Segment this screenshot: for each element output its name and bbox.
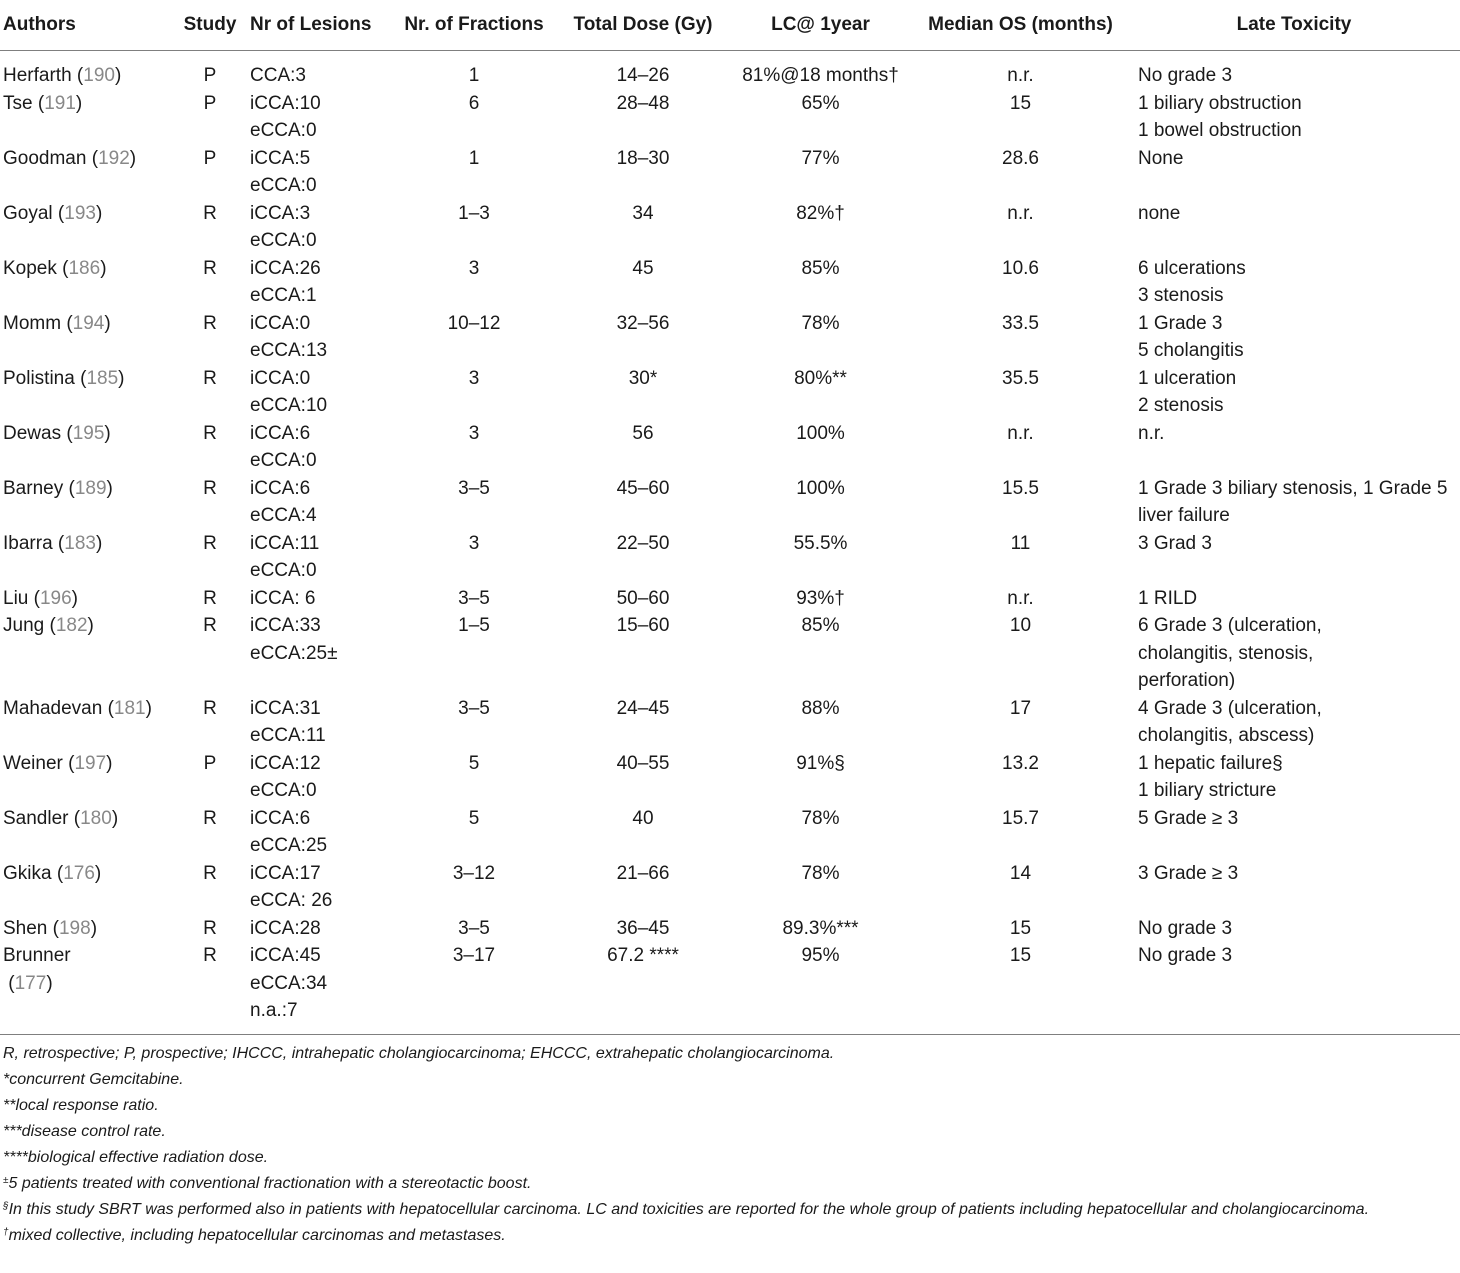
- author-name: Herfarth: [3, 65, 72, 86]
- cell-lesions: [250, 475, 390, 530]
- table-row: [0, 145, 1460, 200]
- toxicity-line: 1 hepatic failure§: [1138, 752, 1283, 774]
- cell-study: R: [203, 697, 217, 719]
- footnote-mark: ±: [3, 1175, 9, 1186]
- cell-lesions: [250, 612, 390, 695]
- table-header: [0, 0, 1460, 51]
- cell-study: P: [203, 147, 217, 169]
- cell-study: R: [203, 945, 217, 966]
- cell-lc: 91%§: [796, 752, 845, 774]
- reference-number: 198: [58, 917, 91, 939]
- lesion-line: iCCA:0: [250, 367, 311, 389]
- cell-dose: 40: [632, 807, 654, 829]
- cell-toxicity: [1128, 915, 1460, 943]
- cell-lesions: [250, 750, 390, 805]
- cell-author: Gkika (176): [3, 862, 102, 884]
- cell-lc: 95%: [801, 945, 840, 966]
- lesion-line: eCCA:4: [250, 505, 317, 526]
- cell-dose: 40–55: [616, 752, 670, 774]
- reference-number: 176: [63, 862, 95, 884]
- cell-fractions: 3–5: [458, 477, 490, 499]
- reference-number: 190: [83, 65, 115, 86]
- cell-author: Barney (189): [3, 477, 113, 499]
- cell-lc: 88%: [801, 697, 840, 719]
- cell-author: Liu (196): [3, 587, 78, 609]
- toxicity-line: 1 Grade 3: [1138, 312, 1223, 334]
- toxicity-line: 5 cholangitis: [1138, 340, 1244, 361]
- lesion-line: eCCA:25: [250, 835, 328, 856]
- cell-lc: 78%: [801, 807, 840, 829]
- cell-dose: 28–48: [616, 92, 670, 114]
- lesion-line: iCCA:31: [250, 697, 321, 719]
- footnote-text: mixed collective, including hepatocellular carcinomas and metastases.: [8, 1227, 506, 1244]
- cell-lesions: [250, 915, 390, 943]
- toxicity-line: 1 biliary obstruction: [1138, 92, 1302, 114]
- table-row: [0, 612, 1460, 695]
- cell-fractions: 3: [468, 257, 480, 279]
- cell-study: R: [203, 422, 217, 444]
- cell-lc: 85%: [801, 615, 840, 636]
- toxicity-line: 3 Grade ≥ 3: [1138, 862, 1239, 884]
- cell-dose: 30*: [628, 367, 658, 389]
- reference-number: 191: [44, 92, 76, 114]
- cell-os: 15: [1009, 945, 1032, 966]
- lesion-line: eCCA:0: [250, 230, 317, 251]
- toxicity-line: 6 ulcerations: [1138, 257, 1246, 279]
- author-name: Polistina: [3, 367, 75, 389]
- cell-dose: 45–60: [616, 477, 670, 499]
- author-name: Liu: [3, 587, 29, 609]
- cell-lesions: [250, 90, 390, 145]
- toxicity-line: No grade 3: [1138, 945, 1233, 966]
- reference-number: 183: [64, 532, 96, 554]
- table-footnotes: [3, 1041, 1460, 1249]
- cell-toxicity: [1128, 530, 1460, 585]
- reference-number: 189: [74, 477, 107, 499]
- cell-dose: 34: [632, 202, 654, 224]
- table-row: [0, 585, 1460, 613]
- cell-author: Weiner (197): [3, 752, 113, 774]
- cell-fractions: 3–12: [452, 862, 496, 884]
- author-name: Goodman: [3, 147, 87, 169]
- cell-fractions: 6: [468, 92, 480, 114]
- cell-lesions: [250, 62, 390, 90]
- author-name: Brunner: [3, 945, 71, 966]
- reference-number: 194: [72, 312, 105, 334]
- cell-study: R: [203, 257, 217, 279]
- cell-lesions: [250, 695, 390, 750]
- table-row: [0, 805, 1460, 860]
- table-row: [0, 255, 1460, 310]
- header-fractions: Nr. of Fractions: [404, 14, 544, 35]
- cell-lc: 55.5%: [793, 532, 848, 554]
- reference-number: 197: [74, 752, 107, 774]
- lesion-line: iCCA:45: [250, 945, 321, 966]
- author-name: Sandler: [3, 807, 69, 829]
- toxicity-line: 1 bowel obstruction: [1138, 120, 1302, 141]
- cell-lesions: [250, 530, 390, 585]
- toxicity-line: 4 Grade 3 (ulceration,: [1138, 697, 1322, 719]
- header-toxicity: Late Toxicity: [1236, 14, 1352, 35]
- header-authors: Authors: [3, 14, 76, 35]
- cell-toxicity: [1128, 805, 1460, 860]
- author-name: Kopek: [3, 257, 57, 279]
- cell-lc: 82%†: [796, 202, 845, 224]
- cell-lc: 78%: [801, 862, 840, 884]
- cell-lesions: [250, 860, 390, 915]
- cell-author: Dewas (195): [3, 422, 111, 444]
- header-dose: Total Dose (Gy): [573, 14, 713, 35]
- reference-number: 196: [39, 587, 72, 609]
- cell-lc: 78%: [801, 312, 840, 334]
- lesion-line: iCCA:5: [250, 147, 311, 169]
- cell-author: Momm (194): [3, 312, 111, 334]
- cell-lc: 100%: [796, 422, 845, 444]
- cell-dose: 45: [632, 257, 654, 279]
- cell-study: R: [203, 587, 217, 609]
- toxicity-line: 2 stenosis: [1138, 395, 1224, 416]
- reference-number: 181: [113, 697, 146, 719]
- footnote-mark: §: [3, 1201, 9, 1212]
- reference-number: 177: [14, 972, 47, 994]
- lesion-line: iCCA:11: [250, 532, 320, 554]
- cell-fractions: 1: [468, 65, 480, 86]
- cell-author: Goodman (192): [3, 147, 137, 169]
- author-name: Weiner: [3, 752, 63, 774]
- table-row: [0, 365, 1460, 420]
- cell-dose: 36–45: [616, 917, 670, 939]
- cell-study: P: [203, 752, 217, 774]
- cell-lc: 93%†: [796, 587, 845, 609]
- header-lesions: Nr of Lesions: [250, 14, 372, 35]
- toxicity-line: cholangitis, abscess): [1138, 725, 1315, 746]
- author-name: Dewas: [3, 422, 62, 444]
- cell-fractions: 5: [468, 807, 480, 829]
- toxicity-line: liver failure: [1138, 505, 1230, 526]
- cell-lc: 65%: [801, 92, 840, 114]
- lesion-line: eCCA:1: [250, 285, 317, 306]
- cell-study: R: [203, 202, 217, 224]
- table-row: [0, 860, 1460, 915]
- footnote-response: **local response ratio.: [3, 1097, 159, 1114]
- cell-fractions: 3–17: [452, 945, 496, 966]
- cell-toxicity: [1128, 200, 1460, 255]
- cell-dose: 22–50: [616, 532, 670, 554]
- lesion-line: eCCA:0: [250, 120, 317, 141]
- cell-os: 15.5: [1002, 477, 1039, 499]
- cell-os: n.r.: [1007, 65, 1034, 86]
- cell-lesions: [250, 255, 390, 310]
- lesion-line: eCCA:11: [250, 725, 326, 746]
- cell-fractions: 3: [468, 532, 480, 554]
- cell-author: Brunner (177): [3, 945, 71, 994]
- cell-fractions: 3: [468, 367, 480, 389]
- cell-lesions: [250, 145, 390, 200]
- cell-lc: 100%: [796, 477, 845, 499]
- table-row: [0, 200, 1460, 255]
- reference-number: 180: [80, 807, 112, 829]
- reference-number: 186: [68, 257, 101, 279]
- cell-study: R: [203, 477, 217, 499]
- lesion-line: eCCA: 26: [250, 890, 333, 911]
- author-name: Tse: [3, 92, 33, 114]
- cell-study: R: [203, 532, 217, 554]
- cell-toxicity: [1128, 750, 1460, 805]
- cell-study: R: [203, 807, 217, 829]
- toxicity-line: 1 biliary stricture: [1138, 780, 1277, 801]
- cell-fractions: 3: [468, 422, 480, 444]
- toxicity-line: 3 Grad 3: [1138, 532, 1212, 554]
- toxicity-line: No grade 3: [1138, 917, 1233, 939]
- toxicity-line: No grade 3: [1138, 65, 1233, 86]
- cell-study: R: [203, 615, 217, 636]
- cell-dose: 21–66: [616, 862, 670, 884]
- cell-lesions: [250, 420, 390, 475]
- lesion-line: iCCA:17: [250, 862, 321, 884]
- table-row: [0, 475, 1460, 530]
- cell-os: 28.6: [1002, 147, 1039, 169]
- footnote-abbreviations: R, retrospective; P, prospective; IHCCC, intrahepatic cholangiocarcinoma; EHCCC, extrahepatic cholangiocarcinoma.: [3, 1045, 835, 1062]
- lesion-line: eCCA:0: [250, 175, 317, 196]
- author-name: Momm: [3, 312, 62, 334]
- cell-study: R: [203, 917, 217, 939]
- cell-lc: 85%: [801, 257, 840, 279]
- author-name: Barney: [3, 477, 64, 499]
- lesion-line: eCCA:10: [250, 395, 328, 416]
- cell-os: n.r.: [1007, 422, 1034, 444]
- reference-number: 193: [64, 202, 96, 224]
- table-row: [0, 90, 1460, 145]
- toxicity-line: 1 Grade 3 biliary stenosis, 1 Grade 5: [1138, 477, 1448, 499]
- cell-fractions: 3–5: [458, 587, 490, 609]
- toxicity-line: 3 stenosis: [1138, 285, 1224, 306]
- lesion-line: iCCA:10: [250, 92, 321, 114]
- cell-study: P: [203, 92, 217, 114]
- lesion-line: eCCA:0: [250, 780, 317, 801]
- lesion-line: iCCA: 6: [250, 587, 316, 609]
- cell-fractions: 1–3: [458, 202, 490, 224]
- table-row: [0, 420, 1460, 475]
- toxicity-line: 6 Grade 3 (ulceration,: [1138, 615, 1322, 636]
- cell-author: Sandler (180): [3, 807, 119, 829]
- cell-fractions: 10–12: [447, 312, 501, 334]
- table-row: [0, 530, 1460, 585]
- cell-fractions: 3–5: [458, 697, 490, 719]
- header-os: Median OS (months): [928, 14, 1113, 35]
- cell-lesions: [250, 310, 390, 365]
- lesion-line: eCCA:0: [250, 450, 317, 471]
- cell-toxicity: [1128, 475, 1460, 530]
- cell-study: R: [203, 862, 217, 884]
- lesion-line: iCCA:3: [250, 202, 311, 224]
- reference-number: 192: [98, 147, 130, 169]
- table-row: [0, 695, 1460, 750]
- author-name: Shen: [3, 917, 48, 939]
- cell-lc: 80%**: [794, 367, 847, 389]
- cell-os: n.r.: [1007, 587, 1034, 609]
- header-lc: LC@ 1year: [771, 14, 870, 35]
- cell-toxicity: [1128, 365, 1460, 420]
- cell-os: 15: [1009, 92, 1032, 114]
- toxicity-line: 5 Grade ≥ 3: [1138, 807, 1239, 829]
- author-name: Jung: [3, 615, 45, 636]
- cell-lesions: [250, 942, 390, 1025]
- cell-fractions: 1–5: [458, 615, 490, 636]
- cell-os: 10: [1009, 615, 1032, 636]
- footnote-mark: †: [3, 1227, 9, 1238]
- cell-lc: 81%@18 months†: [742, 65, 899, 86]
- cell-dose: 15–60: [616, 615, 670, 636]
- lesion-line: n.a.:7: [250, 1000, 298, 1021]
- author-name: Gkika: [3, 862, 52, 884]
- cell-author: Kopek (186): [3, 257, 107, 279]
- footnote-text: 5 patients treated with conventional fractionation with a stereotactic boost.: [8, 1175, 532, 1192]
- cell-dose: 67.2 ****: [607, 945, 679, 966]
- cell-toxicity: [1128, 942, 1460, 1025]
- footnote-mixed: [3, 1223, 1460, 1249]
- cell-toxicity: [1128, 145, 1460, 200]
- toxicity-line: perforation): [1138, 670, 1236, 691]
- cell-lesions: [250, 200, 390, 255]
- cell-author: Mahadevan (181): [3, 697, 152, 719]
- table-row: [0, 51, 1460, 90]
- lesion-line: CCA:3: [250, 65, 306, 86]
- cell-os: 35.5: [1002, 367, 1039, 389]
- cell-os: n.r.: [1007, 202, 1034, 224]
- lesion-line: iCCA:28: [250, 917, 321, 939]
- toxicity-line: 1 RILD: [1138, 587, 1198, 609]
- lesion-line: eCCA:13: [250, 340, 328, 361]
- footnote-bed: ****biological effective radiation dose.: [3, 1149, 269, 1166]
- lesion-line: eCCA:0: [250, 560, 317, 581]
- table-bottom-rule: [0, 1034, 1460, 1035]
- cell-toxicity: [1128, 310, 1460, 365]
- lesion-line: iCCA:0: [250, 312, 311, 334]
- toxicity-line: cholangitis, stenosis,: [1138, 642, 1314, 664]
- cell-author: Tse (191): [3, 92, 83, 114]
- reference-number: 195: [72, 422, 105, 444]
- lesion-line: eCCA:25±: [250, 642, 338, 664]
- table-row: [0, 942, 1460, 1025]
- author-name: Goyal: [3, 202, 53, 224]
- table-row: [0, 310, 1460, 365]
- cell-study: R: [203, 312, 217, 334]
- author-name: Mahadevan: [3, 697, 103, 719]
- cell-author: Shen (198): [3, 917, 98, 939]
- cell-author: Ibarra (183): [3, 532, 103, 554]
- cell-os: 15: [1009, 917, 1032, 939]
- cell-toxicity: [1128, 420, 1460, 475]
- cell-dose: 14–26: [616, 65, 670, 86]
- footnote-text: In this study SBRT was performed also in patients with hepatocellular carcinoma. LC and toxicities are reported for the whole group of patients including hepatocellular and cholangiocarcinoma.: [8, 1201, 1370, 1218]
- lesion-line: eCCA:34: [250, 972, 328, 994]
- cell-dose: 50–60: [616, 587, 670, 609]
- table-row: [0, 915, 1460, 943]
- table-row: [0, 750, 1460, 805]
- cell-toxicity: [1128, 612, 1460, 695]
- footnote-hcc: [3, 1197, 1460, 1223]
- toxicity-line: None: [1138, 147, 1184, 169]
- cell-author: Herfarth (190): [3, 65, 122, 86]
- cell-lesions: [250, 365, 390, 420]
- footnote-disease-control: ***disease control rate.: [3, 1123, 166, 1140]
- lesion-line: iCCA:12: [250, 752, 321, 774]
- cell-lc: 77%: [801, 147, 840, 169]
- cell-toxicity: [1128, 585, 1460, 613]
- cell-author: Polistina (185): [3, 367, 125, 389]
- cell-os: 15.7: [1002, 807, 1039, 829]
- cell-lesions: [250, 585, 390, 613]
- cell-fractions: 1: [468, 147, 480, 169]
- cell-os: 10.6: [1002, 257, 1039, 279]
- cell-os: 33.5: [1002, 312, 1039, 334]
- cell-toxicity: [1128, 255, 1460, 310]
- cell-toxicity: [1128, 90, 1460, 145]
- author-name: Ibarra: [3, 532, 53, 554]
- cell-fractions: 3–5: [458, 917, 490, 939]
- footnote-boost: [3, 1171, 1460, 1197]
- cell-author: Goyal (193): [3, 202, 103, 224]
- toxicity-line: n.r.: [1138, 422, 1165, 444]
- toxicity-line: 1 ulceration: [1138, 367, 1237, 389]
- cell-os: 13.2: [1002, 752, 1039, 774]
- cell-os: 14: [1009, 862, 1032, 884]
- cell-os: 11: [1010, 532, 1031, 554]
- lesion-line: iCCA:6: [250, 422, 311, 444]
- cell-dose: 56: [632, 422, 654, 444]
- header-study: Study: [183, 14, 237, 35]
- cell-lc: 89.3%***: [782, 917, 859, 939]
- cell-dose: 24–45: [616, 697, 670, 719]
- cell-dose: 32–56: [616, 312, 670, 334]
- cell-lesions: [250, 805, 390, 860]
- cell-os: 17: [1009, 697, 1032, 719]
- lesion-line: iCCA:33: [250, 615, 321, 636]
- cell-study: P: [203, 65, 217, 86]
- cell-dose: 18–30: [616, 147, 670, 169]
- reference-number: 182: [55, 615, 88, 636]
- cell-toxicity: [1128, 62, 1460, 90]
- cell-fractions: 5: [468, 752, 480, 774]
- cell-study: R: [203, 367, 217, 389]
- lesion-line: iCCA:26: [250, 257, 321, 279]
- footnote-concurrent: *concurrent Gemcitabine.: [3, 1071, 184, 1088]
- reference-number: 185: [86, 367, 119, 389]
- toxicity-line: none: [1138, 202, 1181, 224]
- cell-toxicity: [1128, 695, 1460, 750]
- cell-author: Jung (182): [3, 615, 94, 636]
- table-body: [0, 51, 1460, 1025]
- lesion-line: iCCA:6: [250, 807, 311, 829]
- cell-toxicity: [1128, 860, 1460, 915]
- lesion-line: iCCA:6: [250, 477, 311, 499]
